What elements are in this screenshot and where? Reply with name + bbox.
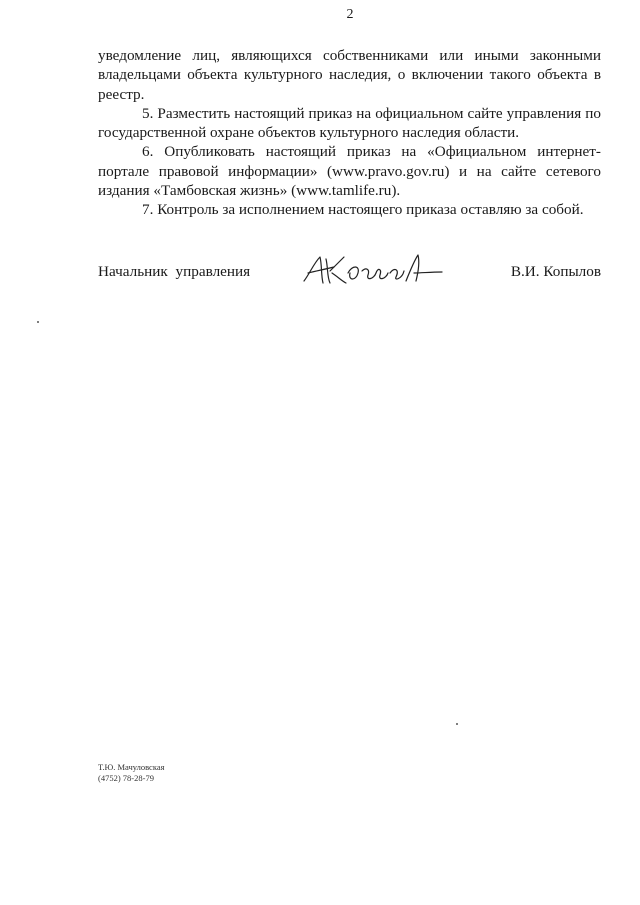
paragraph-item-7: 7. Контроль за исполнением настоящего приказа оставляю за собой. — [142, 201, 584, 219]
scan-speck — [456, 723, 458, 725]
page-number: 2 — [346, 7, 354, 22]
signature-block — [98, 259, 601, 289]
document-body — [98, 46, 601, 220]
executor-name: Т.Ю. Мачуловская — [98, 762, 165, 772]
paragraph-item-6: 6. Опубликовать настоящий приказ на «Официальном интернет-портале правовой информации» (www.pravo.gov.ru) и на сайте сетевого издания «Тамбовская жизнь» (www.tamlife.ru). — [98, 143, 601, 200]
signatory-name: В.И. Копылов — [510, 263, 601, 280]
handwritten-signature-icon — [296, 251, 446, 291]
scan-speck — [37, 321, 39, 323]
signatory-position: Начальник управления — [98, 263, 251, 280]
paragraph-continuation: уведомление лиц, являющихся собственниками или иными законными владельцами объекта культурного наследия, о включении такого объекта в реестр. — [98, 47, 601, 103]
paragraph-item-5: 5. Разместить настоящий приказ на официальном сайте управления по государственной охране объектов культурного наследия области. — [98, 104, 601, 142]
executor-info — [98, 762, 165, 784]
executor-phone: (4752) 78-28-79 — [98, 773, 154, 783]
